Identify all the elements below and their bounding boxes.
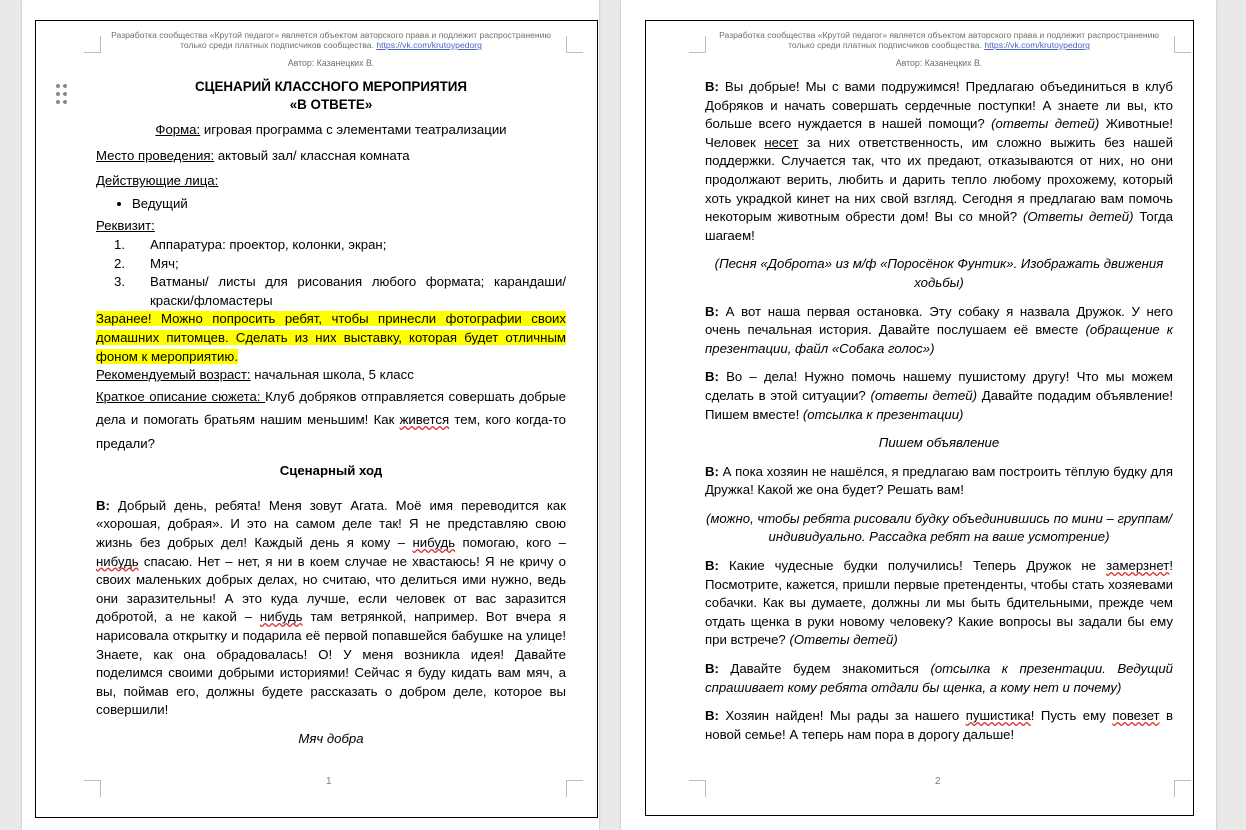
highlighted-note: Заранее! Можно попросить ребят, чтобы принесли фотографии своих домашних питомцев. Сделать из них выставку, которая будет отличным фоном к мероприятию. <box>96 311 566 364</box>
document-page-1 <box>22 0 599 830</box>
copyright-header: Разработка сообщества «Крутой педагог» является объектом авторского права и подлежит распространению только среди платных подписчиков сообщества. https://vk.com/krutoypedorg <box>111 30 551 50</box>
host-speech: В: А пока хозяин не нашёлся, я предлагаю вам построить тёплую будку для Дружка! Какой же она будет? Решать вам! <box>705 463 1173 498</box>
age-line: Рекомендуемый возраст: начальная школа, 5 класс <box>96 367 414 383</box>
form-line: Форма: игровая программа с элементами театрализации <box>155 122 507 137</box>
page-number: 1 <box>326 776 332 787</box>
document-subtitle: «В ОТВЕТЕ» <box>289 97 373 112</box>
margin-corner-mark <box>689 780 706 797</box>
drag-handle-icon[interactable] <box>56 84 70 106</box>
margin-corner-mark <box>1174 36 1191 53</box>
margin-corner-mark <box>84 780 101 797</box>
section-title: Сценарный ход <box>279 463 383 479</box>
vertical-scrollbar[interactable] <box>1226 0 1246 830</box>
page-2-body <box>705 30 1173 744</box>
host-speech: В: Вы добрые! Мы с вами подружимся! Предлагаю объединиться в клуб Добряков и начать совершать сердечные поступки! А знаете ли вы, кто больше всего нуждается в нашей помощи? (ответы детей) Животные! Человек несет за них ответственность, им сложно выжить без нашей поддержки. Случается так, что их предают, отказываются от них, но они продолжают верить, любить и дарить тепло любому прохожему, который хоть украдкой кинет на них свой взгляд. Сегодня я предлагаю вам помочь некоторым животным обрести дом! Вы со мной? (Ответы детей) Тогда шагаем! <box>705 79 1173 243</box>
host-speech: В: А вот наша первая остановка. Эту собаку я назвала Дружок. У него очень печальная история. Давайте послушаем её вместе (обращение к презентации, файл «Собака голос») <box>705 303 1174 356</box>
document-title: СЦЕНАРИЙ КЛАССНОГО МЕРОПРИЯТИЯ <box>195 79 467 94</box>
stage-direction: Мяч добра <box>298 730 364 746</box>
margin-corner-mark <box>689 36 706 53</box>
page-number: 2 <box>935 776 941 787</box>
community-link[interactable]: https://vk.com/krutoypedorg <box>984 40 1090 50</box>
list-item: • Ведущий <box>132 195 566 214</box>
host-speech: В: Добрый день, ребята! Меня зовут Агата. Моё имя переводится как «хорошая, добрая». И это на самом деле так! Я не представляю свою жизнь без добрых дел! Каждый день я кому – нибудь помогаю, кого – нибудь спасаю. Нет – нет, я ни в коем случае не хвастаюсь! Я не кричу о своих маленьких добрых делах, но считаю, что делиться ими нужно, ведь они заразительны! А это куда лучше, если человек от вас заразится добротой, а не какой – нибудь там ветрянкой, например. Вот вчера я нарисовала открытку и подарила её первой попавшейся бабушке на улице! Знаете, как она обрадовалась! О! У меня возникла идея! Давайте поделимся своими добрыми историями! Сейчас я буду кидать вам мяч, а вы, поймав его, должны будете рассказать о добром деле, которое вы совершили! <box>96 497 566 718</box>
author-line: Автор: Казанецких В. <box>287 58 375 68</box>
props-label: Реквизит: <box>96 218 155 234</box>
host-speech: В: Хозяин найден! Мы рады за нашего пушистика! Пусть ему повезет в новой семье! А теперь нам пора в дорогу дальше! <box>705 708 1174 742</box>
characters-label: Действующие лица: <box>96 173 219 189</box>
characters-list <box>96 195 566 214</box>
community-link[interactable]: https://vk.com/krutoypedorg <box>376 40 482 50</box>
plot-summary: Краткое описание сюжета: Клуб добряков отправляется совершать добрые дела и помогать братьям нашим меньшим! Как живется тем, кого когда-то предали? <box>96 388 566 451</box>
copyright-header: Разработка сообщества «Крутой педагог» является объектом авторского права и подлежит распространению только среди платных подписчиков сообщества. https://vk.com/krutoypedorg <box>719 30 1159 50</box>
page-1-body <box>96 30 566 749</box>
list-item: 3. Ватманы/ листы для рисования любого формата; карандаши/краски/фломастеры <box>114 274 566 308</box>
host-speech: В: Во – дела! Нужно помочь нашему пушистому другу! Что мы можем сделать в этой ситуации? (ответы детей) Давайте подадим объявление! Пишем вместе! (отсылка к презентации) <box>705 369 1173 422</box>
stage-direction: (можно, чтобы ребята рисовали будку объединившись по мини – группам/ индивидуально. Рассадка ребят на ваше усмотрение) <box>705 510 1173 545</box>
props-list <box>96 236 566 310</box>
host-speech: В: Давайте будем знакомиться (отсылка к презентации. Ведущий спрашивает кому ребята отдали бы щенка, а кому нет и почему) <box>705 661 1173 695</box>
place-line: Место проведения: актовый зал/ классная комната <box>96 147 410 163</box>
margin-corner-mark <box>1174 780 1191 797</box>
margin-corner-mark <box>566 36 583 53</box>
host-speech: В: Какие чудесные будки получились! Теперь Дружок не замерзнет! Посмотрите, кажется, пришли первые претенденты, чтобы стать хозяевами собачки. Как вы думаете, должны ли мы быть бдительными, прежде чем отдать щенка в руки новому человеку? Какие вопросы вы задали бы ему при встрече? (Ответы детей) <box>705 558 1173 648</box>
list-item: 1. Аппаратура: проектор, колонки, экран; <box>114 236 387 252</box>
document-page-2 <box>621 0 1216 830</box>
list-item: 2. Мяч; <box>114 255 179 271</box>
stage-direction: Пишем объявление <box>878 435 1000 451</box>
author-line: Автор: Казанецких В. <box>895 58 983 68</box>
margin-corner-mark <box>566 780 583 797</box>
stage-direction: (Песня «Доброта» из м/ф «Поросёнок Фунтик». Изображать движения ходьбы) <box>714 256 1164 290</box>
